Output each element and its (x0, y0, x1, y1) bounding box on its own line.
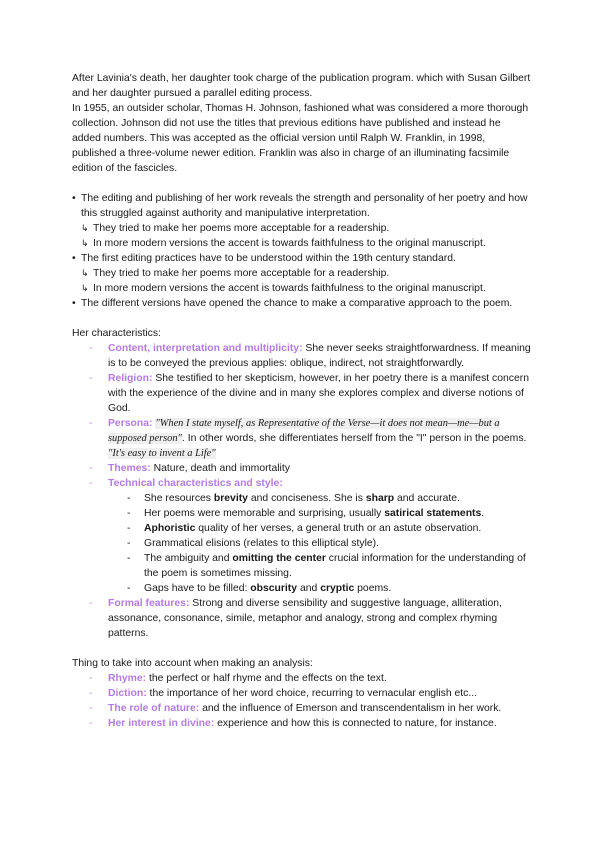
characteristic-text: Persona: "When I state myself, as Representative of the Verse—it does not mean—me—but a supposed person". In other words, she differentiates herself from the "I" person in the poems. "It's easy to invent a Life" (108, 418, 527, 459)
technical-item (72, 551, 532, 581)
analysis-item (72, 671, 532, 686)
bullet-item (72, 191, 532, 221)
intro-paragraph-1: After Lavinia's death, her daughter took charge of the publication program. which with Susan Gilbert and her daughter pursued a parallel editing process. (72, 73, 531, 99)
dash-mark: - (127, 508, 131, 519)
analysis-text: Diction: the importance of her word choice, recurring to vernacular english etc... (108, 688, 478, 699)
analysis-item (72, 701, 532, 716)
analysis-text: Rhyme: the perfect or half rhyme and the effects on the text. (108, 673, 387, 684)
characteristic-item (72, 476, 532, 491)
technical-text: Grammatical elisions (relates to this elliptical style). (144, 538, 380, 549)
dash-mark: - (127, 583, 131, 594)
formal-label: Formal features: (108, 598, 190, 609)
bullet-text: The editing and publishing of her work reveals the strength and personality of her poetry and how this struggled against authority and manipulative interpretation. (81, 193, 528, 219)
analysis-text: The role of nature: and the influence of Emerson and transcendentalism in her work. (108, 703, 502, 714)
sub-bullet-item (72, 281, 532, 296)
characteristic-text (108, 476, 283, 491)
return-arrow-icon: ↳ (81, 268, 89, 278)
characteristic-text: Religion: She testified to her skepticism, however, in her poetry there is a manifest concern with the experience of the divine and in many she explores complex and diverse notions of God. (108, 373, 530, 414)
religion-label: Religion: (108, 373, 153, 384)
bullet-text: The different versions have opened the chance to make a comparative approach to the poem. (81, 298, 513, 309)
sub-bullet-text: In more modern versions the accent is towards faithfulness to the original manuscript. (93, 283, 486, 294)
rhyme-label: Rhyme: (108, 673, 147, 684)
sub-bullet-item (72, 236, 532, 251)
sub-bullet-text: In more modern versions the accent is towards faithfulness to the original manuscript. (93, 238, 486, 249)
dash-mark: - (127, 553, 131, 564)
content-label: Content, interpretation and multiplicity: (108, 343, 303, 354)
bullet-item (72, 251, 532, 266)
document-page (72, 71, 532, 731)
technical-item (72, 521, 532, 536)
dash-mark: - (89, 478, 93, 489)
characteristics-heading: Her characteristics: (72, 328, 161, 339)
technical-item (72, 506, 532, 521)
dash-mark: - (127, 523, 131, 534)
dash-mark: - (89, 343, 93, 354)
dash-mark: - (89, 718, 93, 729)
bullet-mark: • (72, 253, 76, 264)
characteristic-text: Formal features: Strong and diverse sensibility and suggestive language, alliteration, assonance, consonance, simile, metaphor and analogy, strong and complex rhyming patterns. (108, 598, 502, 639)
bullet-mark: • (72, 298, 76, 309)
themes-label: Themes: (108, 463, 151, 474)
dash-mark: - (127, 493, 131, 504)
dash-mark: - (89, 703, 93, 714)
persona-quote: "When I state myself, as Representative of the Verse—it does not mean—me—but a supposed person" (108, 418, 500, 444)
characteristic-item (72, 461, 532, 476)
dash-mark: - (89, 598, 93, 609)
bullet-text: The first editing practices have to be understood within the 19th century standard. (81, 253, 456, 264)
sub-bullet-item (72, 221, 532, 236)
dash-mark: - (89, 418, 93, 429)
dash-mark: - (89, 688, 93, 699)
dash-mark: - (127, 538, 131, 549)
sub-bullet-text: They tried to make her poems more acceptable for a readership. (93, 268, 390, 279)
technical-text: The ambiguity and omitting the center crucial information for the understanding of the poem is sometimes missing. (144, 553, 526, 579)
persona-quote-2: "It's easy to invent a Life" (108, 448, 216, 459)
analysis-text: Her interest in divine: experience and how this is connected to nature, for instance. (108, 718, 497, 729)
nature-label: The role of nature: (108, 703, 200, 714)
return-arrow-icon: ↳ (81, 238, 89, 248)
persona-label: Persona: (108, 418, 153, 429)
characteristic-item (72, 341, 532, 371)
sub-bullet-text: They tried to make her poems more acceptable for a readership. (93, 223, 390, 234)
divine-label: Her interest in divine: (108, 718, 215, 729)
analysis-item (72, 716, 532, 731)
characteristic-item (72, 416, 532, 461)
intro-paragraph-2: In 1955, an outsider scholar, Thomas H. Johnson, fashioned what was considered a more thorough collection. Johnson did not use the titles that previous editions have published and instead he added numbers. This was accepted as the official version until Ralph W. Franklin, in 1998, published a three-volume newer edition. Franklin was also in charge of an illuminating facsimile edition of the fascicles. (72, 103, 529, 174)
dash-mark: - (89, 463, 93, 474)
technical-item (72, 581, 532, 596)
characteristic-text: Themes: Nature, death and immortality (108, 463, 290, 474)
characteristic-item (72, 596, 532, 641)
technical-item (72, 491, 532, 506)
analysis-heading: Thing to take into account when making an analysis: (72, 658, 313, 669)
return-arrow-icon: ↳ (81, 283, 89, 293)
technical-text: Aphoristic quality of her verses, a general truth or an astute observation. (144, 523, 482, 534)
bullet-item (72, 296, 532, 311)
technical-item (72, 536, 532, 551)
analysis-item (72, 686, 532, 701)
sub-bullet-item (72, 266, 532, 281)
dash-mark: - (89, 373, 93, 384)
technical-text: Gaps have to be filled: obscurity and cryptic poems. (144, 583, 392, 594)
characteristic-text: Content, interpretation and multiplicity: She never seeks straightforwardness. If meaning is to be conveyed the previous applies: oblique, indirect, not straightforwardly. (108, 343, 531, 369)
return-arrow-icon: ↳ (81, 223, 89, 233)
technical-label: Technical characteristics and style: (108, 478, 283, 489)
bullet-mark: • (72, 193, 76, 204)
technical-text: Her poems were memorable and surprising, usually satirical statements. (144, 508, 485, 519)
dash-mark: - (89, 673, 93, 684)
diction-label: Diction: (108, 688, 147, 699)
technical-text: She resources brevity and conciseness. She is sharp and accurate. (144, 493, 460, 504)
characteristic-item (72, 371, 532, 416)
